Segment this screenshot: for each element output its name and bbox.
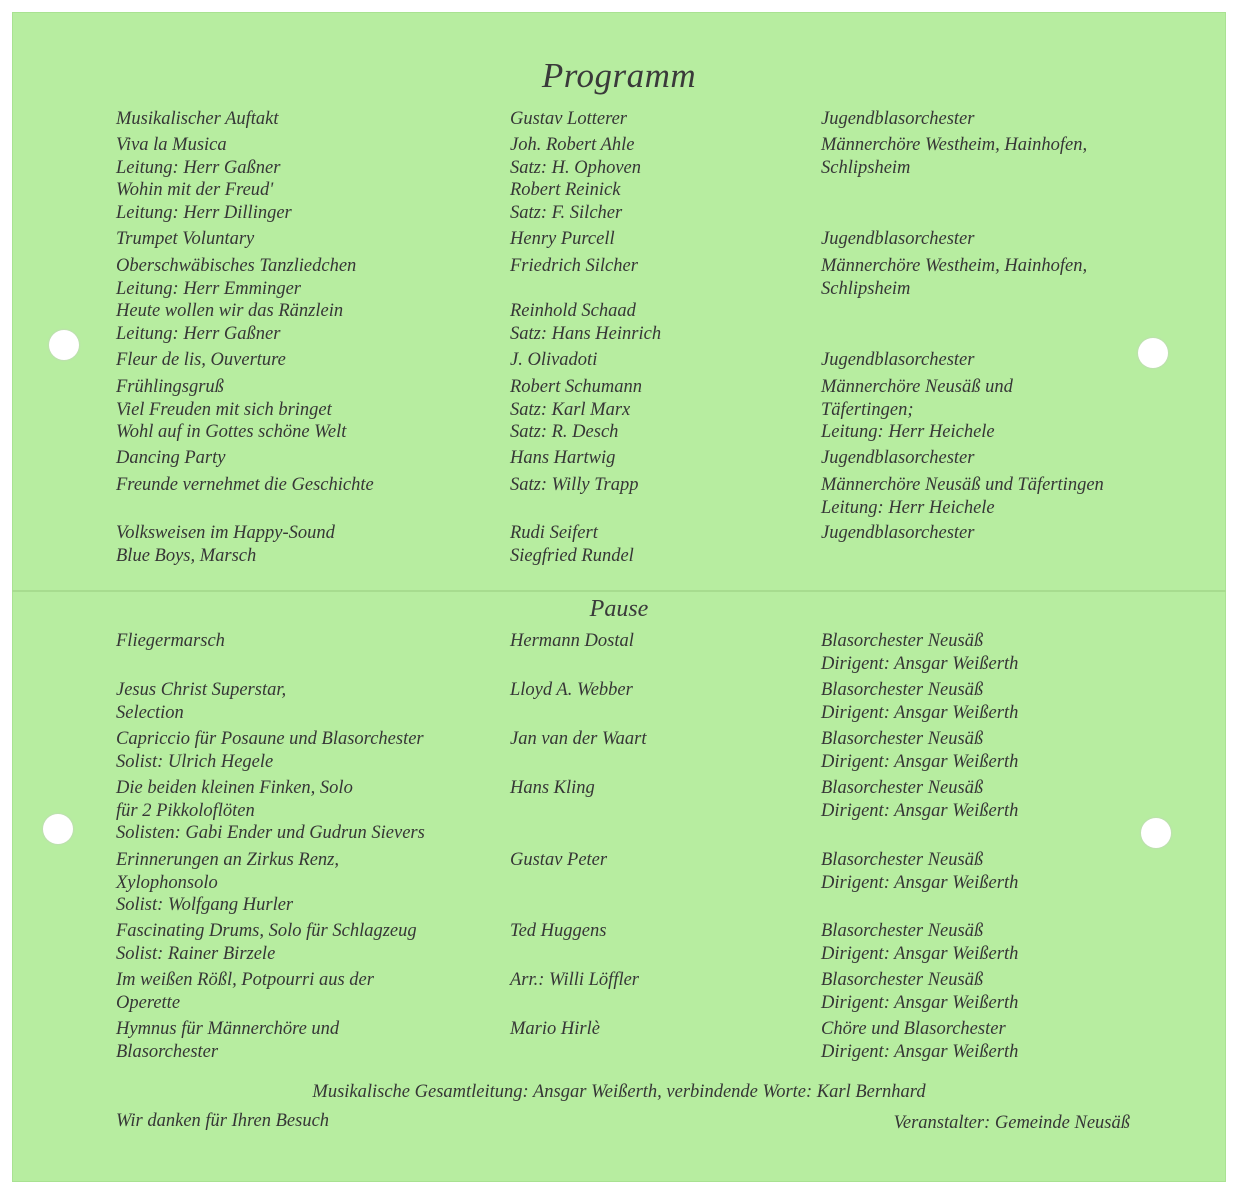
paper-fold [12,590,1226,592]
work-title-line: Frühlingsgruß [116,377,224,397]
performers-column [821,134,1087,179]
work-title-line: für 2 Pikkoloflöten [116,800,255,821]
punch-hole-right-top [1138,338,1168,368]
work-title-column [116,1018,339,1063]
work-title-line: Fascinating Drums, Solo für Schlagzeug [116,921,417,941]
performers-line: Männerchöre Neusäß und Täfertingen [821,475,1104,495]
composer-line: Jan van der Waart [510,729,647,749]
performers-line: Jugendblasorchester [821,350,975,370]
program-entry [12,777,1226,843]
work-title-line: Musikalischer Auftakt [116,109,279,129]
composer-column [510,630,634,653]
work-title-column [116,376,346,444]
composer-line: J. Olivadoti [510,350,598,370]
performers-column [821,447,974,470]
performers-line: Jugendblasorchester [821,523,975,543]
composer-column [510,474,639,497]
program-entry [12,255,1226,344]
work-title-column [116,522,335,567]
performers-column [821,349,974,372]
program-entry [12,474,1226,518]
program-entry [12,376,1226,442]
composer-line: Arr.: Willi Löffler [510,970,640,990]
composer-line: Henry Purcell [510,229,615,249]
performers-line: Jugendblasorchester [821,109,975,129]
performers-line: Dirigent: Ansgar Weißerth [821,1041,1019,1062]
work-title-line: Wohin mit der Freud' [116,180,274,200]
composer-column [510,134,641,224]
composer-column [510,920,606,943]
composer-line: Gustav Peter [510,850,608,870]
composer-line: Hermann Dostal [510,631,634,651]
composer-column [510,777,595,800]
punch-hole-right-bottom [1141,818,1171,848]
composer-line: Rudi Seifert [510,523,598,543]
performers-column [821,474,1104,519]
composer-column [510,522,634,567]
work-title-line: Heute wollen wir das Ränzlein [116,301,344,321]
composer-column [510,969,639,992]
composer-column [510,728,647,751]
work-title-line: Oberschwäbisches Tanzliedchen [116,256,357,276]
composer-line: Joh. Robert Ahle [510,135,635,155]
composer-line: Hans Hartwig [510,448,616,468]
performers-column [821,228,974,251]
work-title-column [116,920,417,965]
program-entry [12,969,1226,1013]
performers-line: Dirigent: Ansgar Weißerth [821,702,1019,723]
work-title-column [116,349,286,372]
work-title-line: Xylophonsolo [116,872,218,893]
organizer-line: Veranstalter: Gemeinde Neusäß [893,1113,1130,1133]
program-entry [12,349,1226,370]
work-title-column [116,679,286,724]
program-entry [12,228,1226,249]
composer-column [510,228,615,251]
composer-line: Robert Reinick [510,180,621,200]
work-title-column [116,969,374,1014]
program-entry [12,630,1226,674]
composer-line: Satz: Willy Trapp [510,475,639,495]
composer-line: Satz: Karl Marx [510,399,631,420]
composer-line: Gustav Lotterer [510,109,627,129]
performers-line: Männerchöre Neusäß und [821,377,1013,397]
composer-column [510,679,633,702]
composer-column [510,849,607,872]
work-title-line: Die beiden kleinen Finken, Solo [116,778,353,798]
work-title-line: Leitung: Herr Gaßner [116,323,281,344]
composer-line: Reinhold Schaad [510,301,636,321]
work-title-line: Trumpet Voluntary [116,229,255,249]
work-title-column [116,228,254,251]
pause-heading: Pause [589,596,649,622]
program-entry [12,849,1226,915]
program-sheet [12,12,1226,1182]
performers-line: Jugendblasorchester [821,229,975,249]
performers-column [821,1018,1018,1063]
performers-column [821,728,1018,773]
work-title-column [116,447,225,470]
composer-line: Friedrich Silcher [510,256,638,276]
work-title-line: Selection [116,702,184,723]
performers-line: Schlipsheim [821,278,911,299]
performers-column [821,969,1018,1014]
performers-line: Dirigent: Ansgar Weißerth [821,653,1019,674]
performers-line: Jugendblasorchester [821,448,975,468]
composer-line: Satz: F. Silcher [510,202,623,223]
work-title-column [116,630,225,653]
program-entry [12,728,1226,772]
performers-line: Blasorchester Neusäß [821,680,984,700]
work-title-line: Viva la Musica [116,135,227,155]
program-entry [12,1018,1226,1062]
composer-column [510,447,615,470]
program-entry [12,920,1226,964]
work-title-line: Hymnus für Männerchöre und [116,1019,340,1039]
work-title-column [116,134,292,224]
performers-line: Blasorchester Neusäß [821,778,984,798]
work-title-column [116,777,425,845]
composer-column [510,1018,600,1041]
composer-line: Satz: Hans Heinrich [510,323,662,344]
performers-line: Männerchöre Westheim, Hainhofen, [821,135,1088,155]
performers-column [821,108,974,131]
thanks-line: Wir danken für Ihren Besuch [116,1111,330,1131]
performers-line: Dirigent: Ansgar Weißerth [821,751,1019,772]
work-title-line: Fleur de lis, Ouverture [116,350,286,370]
performers-column [821,630,1018,675]
composer-column [510,376,642,444]
composer-column [510,255,661,345]
performers-line: Blasorchester Neusäß [821,921,984,941]
performers-line: Männerchöre Westheim, Hainhofen, [821,256,1088,276]
work-title-line: Blasorchester [116,1041,219,1062]
work-title-line: Fliegermarsch [116,631,225,651]
performers-column [821,849,1018,894]
program-entry [12,447,1226,468]
work-title-line: Operette [116,992,181,1013]
performers-column [821,777,1018,822]
performers-line: Dirigent: Ansgar Weißerth [821,872,1019,893]
work-title-line: Capriccio für Posaune und Blasorchester [116,729,424,749]
performers-column [821,920,1018,965]
work-title-line: Solisten: Gabi Ender und Gudrun Sievers [116,823,425,843]
work-title-column [116,255,356,345]
performers-line: Chöre und Blasorchester [821,1019,1006,1039]
composer-column [510,108,627,131]
work-title-line: Solist: Ulrich Hegele [116,751,274,772]
program-entry [12,108,1226,129]
program-entry [12,522,1226,566]
work-title-line: Im weißen Rößl, Potpourri aus der [116,970,374,990]
work-title-line: Erinnerungen an Zirkus Renz, [116,850,340,870]
work-title-line: Leitung: Herr Dillinger [116,202,292,223]
performers-column [821,679,1018,724]
performers-line: Täfertingen; [821,399,914,420]
work-title-line: Leitung: Herr Emminger [116,278,301,299]
work-title-line: Freunde vernehmet die Geschichte [116,475,374,495]
performers-line: Leitung: Herr Heichele [821,422,995,442]
punch-hole-left-bottom [43,814,73,844]
performers-line: Blasorchester Neusäß [821,850,984,870]
work-title-line: Volksweisen im Happy-Sound [116,523,335,543]
work-title-line: Leitung: Herr Gaßner [116,157,281,178]
performers-line: Blasorchester Neusäß [821,729,984,749]
performers-line: Dirigent: Ansgar Weißerth [821,943,1019,964]
composer-line: Lloyd A. Webber [510,680,633,700]
performers-line: Leitung: Herr Heichele [821,497,995,518]
performers-line: Blasorchester Neusäß [821,970,984,990]
performers-line: Dirigent: Ansgar Weißerth [821,992,1019,1013]
work-title-column [116,474,374,497]
performers-column [821,522,974,545]
program-entry [12,134,1226,223]
composer-column [510,349,597,372]
composer-line: Hans Kling [510,778,595,798]
work-title-line: Wohl auf in Gottes schöne Welt [116,422,347,442]
composer-line: Robert Schumann [510,377,643,397]
work-title-line: Jesus Christ Superstar, [116,680,287,700]
program-title: Programm [541,56,697,95]
work-title-column [116,108,279,131]
composer-line: Satz: R. Desch [510,422,619,442]
work-title-column [116,728,424,773]
performers-line: Dirigent: Ansgar Weißerth [821,800,1019,821]
punch-hole-left-top [49,330,79,360]
work-title-line: Solist: Wolfgang Hurler [116,895,294,915]
credits-line: Musikalische Gesamtleitung: Ansgar Weißerth, verbindende Worte: Karl Bernhard [312,1082,926,1102]
composer-line: Mario Hirlè [510,1019,600,1039]
program-entry [12,679,1226,723]
work-title-line: Solist: Rainer Birzele [116,943,276,964]
performers-line: Schlipsheim [821,157,911,178]
performers-line: Blasorchester Neusäß [821,631,984,651]
work-title-line: Dancing Party [116,448,226,468]
performers-column [821,376,1013,444]
performers-column [821,255,1087,300]
composer-line [510,278,661,301]
work-title-column [116,849,339,917]
composer-line: Siegfried Rundel [510,545,634,566]
work-title-line: Blue Boys, Marsch [116,545,257,566]
work-title-line: Viel Freuden mit sich bringet [116,399,332,420]
composer-line: Ted Huggens [510,921,607,941]
composer-line: Satz: H. Ophoven [510,157,642,178]
